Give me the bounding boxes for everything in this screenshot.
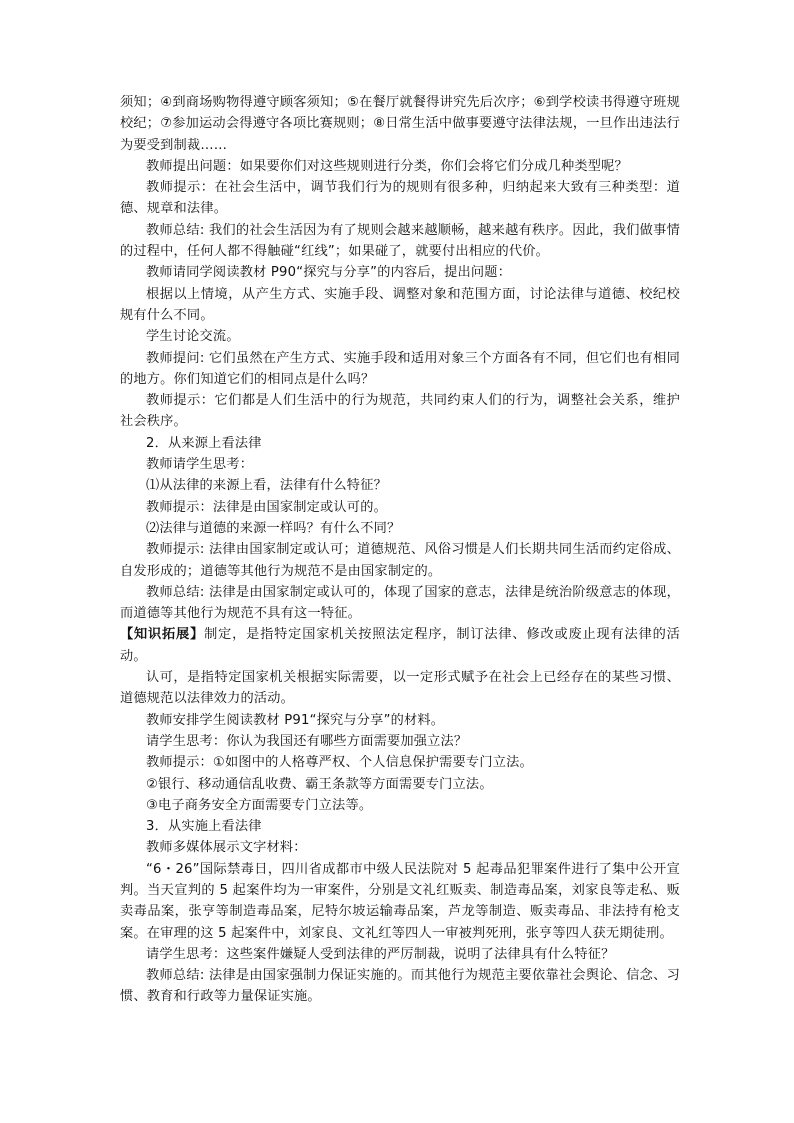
document-body — [120, 92, 680, 1008]
paragraph-multimedia-material: 教师多媒体展示文字材料： — [146, 840, 307, 856]
paragraph-rules-list: 须知；④到商场购物得遵守顾客须知；⑤在餐厅就餐得讲究先后次序；⑥到学校读书得遵守班规校纪；⑦参加运动会得遵守各项比赛规则；⑧日常生活中做事要遵守法律法规，一旦作出违法行为要受到制裁…… — [120, 95, 680, 153]
paragraph-legislation-hint-3: ③电子商务安全方面需要专门立法等。 — [146, 797, 373, 813]
paragraph-legislation-hint-2: ②银行、移动通信乱收费、霸王条款等方面需要专门立法。 — [146, 776, 493, 792]
paragraph-teacher-question: 教师提出问题：如果要你们对这些规则进行分类，你们会将它们分成几种类型呢？ — [146, 158, 628, 174]
paragraph-knowledge-extension — [120, 624, 680, 667]
paragraph-case-question: 请学生思考：这些案件嫌疑人受到法律的严厉制裁，说明了法律具有什么特征？ — [146, 946, 615, 962]
paragraph-reading-p91: 教师安排学生阅读教材 P91“探究与分享”的材料。 — [146, 712, 445, 728]
question-1: ⑴从法律的来源上看，法律有什么特征？ — [146, 478, 387, 494]
paragraph-student-discussion: 学生讨论交流。 — [146, 329, 240, 345]
paragraph-legislation-hint-1: 教师提示：①如图中的人格尊严权、个人信息保护需要专门立法。 — [146, 755, 533, 771]
knowledge-extension-label: 【知识拓展】 — [120, 627, 205, 643]
paragraph-teacher-hint-common: 教师提示：它们都是人们生活中的行为规范，共同约束人们的行为，调整社会关系，维护社会秩序。 — [120, 393, 680, 430]
section-heading-source: 2．从来源上看法律 — [146, 435, 262, 451]
paragraph-teacher-summary-enforcement: 教师总结: 法律是由国家强制力保证实施的。而其他行为规范主要依靠社会舆论、信念、习惯、教育和行政等力量保证实施。 — [120, 968, 680, 1005]
paragraph-teacher-hint-law-source: 教师提示：法律是由国家制定或认可的。 — [146, 499, 387, 515]
paragraph-student-think: 教师请学生思考： — [146, 457, 254, 473]
paragraph-discussion-prompt: 根据以上情境，从产生方式、实施手段、调整对象和范围方面，讨论法律与道德、校纪校规有什么不同。 — [120, 286, 680, 323]
paragraph-recognition-definition: 认可，是指特定国家机关根据实际需要，以一定形式赋予在社会上已经存在的某些习惯、道德规范以法律效力的活动。 — [120, 670, 680, 707]
section-heading-implementation: 3．从实施上看法律 — [146, 819, 262, 835]
paragraph-reading-p90: 教师请同学阅读教材 P90“探究与分享”的内容后，提出问题： — [146, 265, 512, 281]
paragraph-teacher-summary-rules: 教师总结: 我们的社会生活因为有了规则会越来越顺畅，越来越有秩序。因此，我们做事情的过程中，任何人都不得触碰“红线”；如果碰了，就要付出相应的代价。 — [120, 222, 680, 260]
paragraph-drug-case-material: “6・26”国际禁毒日，四川省成都市中级人民法院对 5 起毒品犯罪案件进行了集中公开宣判。当天宣判的 5 起案件均为一审案件，分别是文礼红贩卖、制造毒品案，刘家良等走私、贩卖毒品案，张亨等制造毒品案，尼特尔坡运输毒品案，芦龙等制造、贩卖毒品、非法持有枪支案。在审理的这 5 起案件中，刘家良、文礼红等四人一审被判死刑，张亨等四人获无期徒刑。 — [120, 861, 680, 941]
paragraph-teacher-hint-types: 教师提示：在社会生活中，调节我们行为的规则有很多种，归纳起来大致有三种类型：道德、规章和法律。 — [120, 180, 680, 217]
paragraph-legislation-question: 请学生思考：你认为我国还有哪些方面需要加强立法？ — [146, 733, 468, 749]
question-2: ⑵法律与道德的来源一样吗？有什么不同？ — [146, 520, 401, 536]
knowledge-extension-text: 制定，是指特定国家机关按照法定程序，制订法律、修改或废止现有法律的活动。 — [120, 627, 680, 664]
paragraph-teacher-ask-common: 教师提问: 它们虽然在产生方式、实施手段和适用对象三个方面各有不同，但它们也有相同的地方。你们知道它们的相同点是什么吗？ — [120, 350, 680, 387]
paragraph-teacher-hint-morality: 教师提示: 法律由国家制定或认可；道德规范、风俗习惯是人们长期共同生活而约定俗成、自发形成的；道德等其他行为规范不是由国家制定的。 — [120, 542, 680, 579]
paragraph-teacher-summary-will: 教师总结: 法律是由国家制定或认可的，体现了国家的意志，法律是统治阶级意志的体现，而道德等其他行为规范不具有这一特征。 — [120, 584, 680, 622]
